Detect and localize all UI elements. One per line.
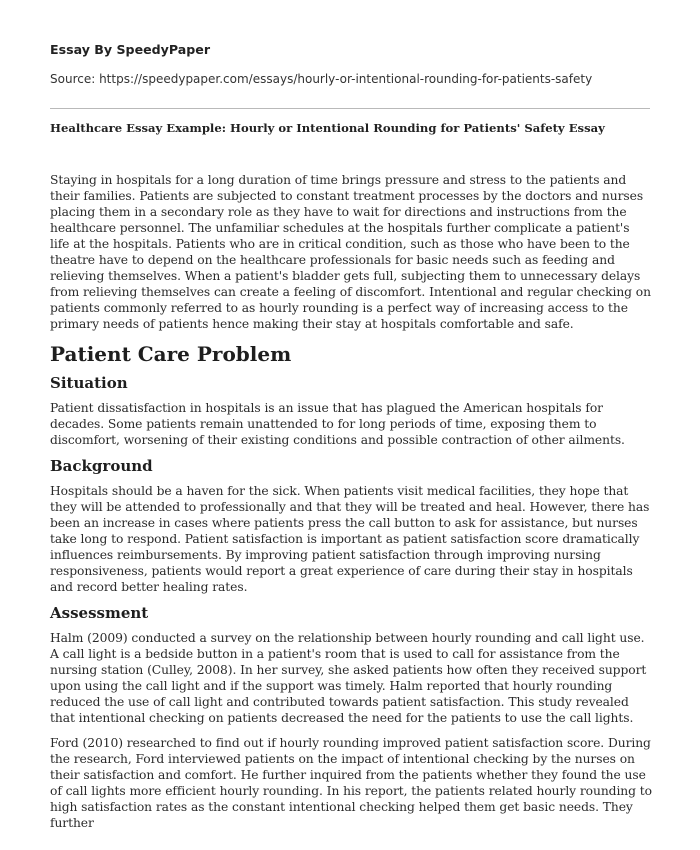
situation-paragraph: Patient dissatisfaction in hospitals is an issue that has plagued the American hospitals for decades. Some patients remain unattended to for long periods of time, exposing them to discomfort, worsening of their existing conditions and possible contraction of other ailments. [50, 401, 625, 447]
background-paragraph: Hospitals should be a haven for the sick. When patients visit medical facilities, they hope that they will be attended to professionally and that they will be treated and heal. However, there has been an increase in cases where patients press the call button to ask for assistance, but nurses take long to respond. Patient satisfaction is important as patient satisfaction score dramatically influences reimbursements. By improving patient satisfaction through improving nursing responsiveness, patients would report a great experience of care during their stay in hospitals and record better healing rates. [50, 484, 650, 594]
header-divider [50, 108, 650, 109]
brand-line: Essay By SpeedyPaper [50, 42, 211, 57]
assessment-paragraph-2: Ford (2010) researched to find out if hourly rounding improved patient satisfaction score. During the research, Ford interviewed patients on the impact of intentional checking by the nurses on their satisfaction and comfort. He further inquired from the patients whether they found the use of call lights more efficient hourly rounding. In his report, the patients related hourly rounding to high satisfaction rates as the constant intentional checking helped them get basic needs. They further [50, 736, 652, 830]
background-heading: Background [50, 457, 153, 475]
essay-body [50, 172, 652, 840]
section-heading: Patient Care Problem [50, 342, 292, 366]
source-line: Source: https://speedypaper.com/essays/hourly-or-intentional-rounding-for-patients-safety [50, 72, 593, 86]
essay-title: Healthcare Essay Example: Hourly or Intentional Rounding for Patients' Safety Essay [50, 121, 605, 135]
assessment-heading: Assessment [50, 604, 149, 622]
assessment-paragraph-1: Halm (2009) conducted a survey on the relationship between hourly rounding and call light use. A call light is a bedside button in a patient's room that is used to call for assistance from the nursing station (Culley, 2008). In her survey, she asked patients how often they received support upon using the call light and if the support was timely. Halm reported that hourly rounding reduced the use of call light and contributed towards patient satisfaction. This study revealed that intentional checking on patients decreased the need for the patients to use the call lights. [50, 631, 647, 725]
situation-heading: Situation [50, 374, 128, 392]
intro-paragraph: Staying in hospitals for a long duration of time brings pressure and stress to the patients and their families. Patients are subjected to constant treatment processes by the doctors and nurses placing them in a secondary role as they have to wait for directions and instructions from the healthcare personnel. The unfamiliar schedules at the hospitals further complicate a patient's life at the hospitals. Patients who are in critical condition, such as those who have been to the theatre have to depend on the healthcare professionals for basic needs such as feeding and relieving themselves. When a patient's bladder gets full, subjecting them to unnecessary delays from relieving themselves can create a feeling of discomfort. Intentional and regular checking on patients commonly referred to as hourly rounding is a perfect way of increasing access to the primary needs of patients hence making their stay at hospitals comfortable and safe. [50, 173, 651, 331]
